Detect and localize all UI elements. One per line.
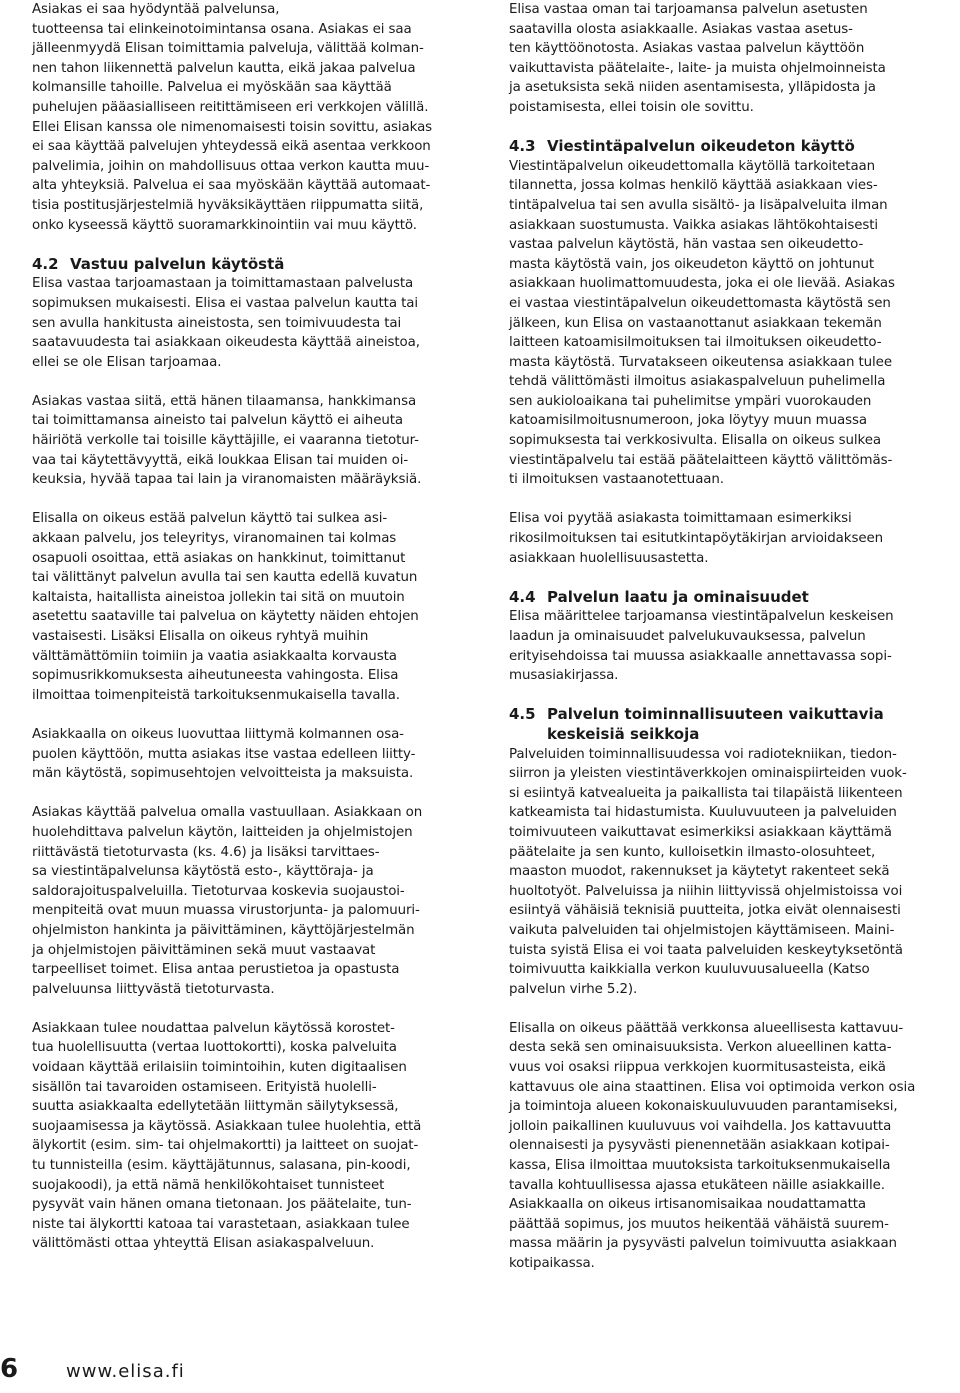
- text-line: kotipaikassa.: [509, 1256, 595, 1271]
- text-line: ten käyttöönotosta. Asiakas vastaa palvelun käyttöön: [509, 41, 865, 57]
- text-line: erityisehdoissa tai muussa asiakkaalle annettavassa sopi-: [509, 648, 892, 664]
- text-line: Elisa määrittelee tarjoamansa viestintäpalvelun keskeisen: [509, 609, 894, 625]
- text-line: sisällön tai tavaroiden ostamiseen. Erityistä huolelli-: [32, 1079, 377, 1095]
- text-line: Viestintäpalvelun oikeudettomalla käytöllä tarkoitetaan: [509, 158, 876, 174]
- body-paragraph: [509, 509, 954, 568]
- text-line: palveluunsa liittyvästä tietoturvasta.: [32, 981, 275, 997]
- text-line: viestintäpalvelu tai estää päätelaitteen käyttö välittömäs-: [509, 452, 893, 468]
- text-line: kattavuus ole aina staattinen. Elisa voi optimoida verkon osia: [509, 1079, 916, 1095]
- text-line: tehdä välittömästi ilmoitus asiakaspalveluun puhelimella: [509, 374, 886, 390]
- text-line: masta käytöstä vain, jos oikeudeton käyttö on johtunut: [509, 256, 875, 272]
- text-line: palvelimia, joihin on mahdollisuus ottaa verkon kautta muu-: [32, 158, 430, 174]
- text-line: ellei se ole Elisan tarjoamaa.: [32, 354, 222, 370]
- body-paragraph: [509, 0, 954, 118]
- text-line: vaikuta palveluiden tai ohjelmistojen käyttämiseen. Maini-: [509, 922, 895, 938]
- text-line: asiakkaan huolimattomuudesta, joka ei ole lievää. Asiakas: [509, 276, 895, 292]
- text-line: asetettu saataville tai palvelua on käytetty näiden ehtojen: [32, 609, 419, 625]
- section-heading: [509, 137, 954, 157]
- page-number: 6: [0, 1354, 19, 1384]
- text-line: nen tahon liikennettä palvelun kautta, eikä jakaa palvelua: [32, 60, 416, 76]
- text-line: musasiakirjassa.: [509, 668, 619, 684]
- text-line: män käytöstä, sopimusehtojen velvoitteista ja maksuista.: [32, 766, 414, 782]
- text-line: sopimuksesta tai verkkosivulta. Elisalla on oikeus sulkea: [509, 433, 881, 449]
- text-line: välittömästi ottaa yhteyttä Elisan asiakaspalveluun.: [32, 1236, 375, 1252]
- text-line: vastaisesti. Lisäksi Elisalla on oikeus ryhtyä muihin: [32, 629, 369, 644]
- section-title: Palvelun toiminnallisuuteen vaikuttavia: [547, 705, 884, 724]
- text-line: siirron ja yleisten viestintäverkkojen ominaispiirteiden vuok-: [509, 766, 907, 782]
- text-line: puhelujen pääasialliseen reitittämiseen eri verkkojen välillä.: [32, 99, 429, 115]
- text-line: tuotteensa tai elinkeinotoimintansa osana. Asiakas ei saa: [32, 21, 412, 37]
- text-line: onko kyseessä käyttö suoramarkkinointiin vai muu käyttö.: [32, 217, 417, 233]
- paragraph-spacer: [32, 372, 477, 392]
- text-line: välttämättömiin toimiin ja vaatia asiakkaalta korvausta: [32, 648, 397, 664]
- text-line: ja asetuksista sekä niiden asentamisesta, ylläpidosta ja: [509, 80, 876, 96]
- left-column: [32, 0, 477, 1254]
- text-line: Elisa voi pyytää asiakasta toimittamaan esimerkiksi: [509, 511, 852, 527]
- text-line: sen aukioloaikana tai puhelimitse ympäri vuorokauden: [509, 393, 872, 409]
- body-paragraph: [32, 274, 477, 372]
- text-line: maaston muodot, rakennukset ja käytetyt rakenteet sekä: [509, 864, 890, 880]
- text-line: ilmoittaa toimenpiteistä tarkoituksenmukaisella tavalla.: [32, 687, 400, 703]
- text-line: desta sekä sen ominaisuuksista. Verkon alueellinen katta-: [509, 1040, 892, 1056]
- right-column: [509, 0, 954, 1274]
- page-footer: [0, 1352, 960, 1393]
- text-line: vastaa palvelun käytöstä, hän vastaa sen oikeudetto-: [509, 237, 864, 253]
- text-line: Elisalla on oikeus estää palvelun käyttö tai sulkea asi-: [32, 511, 388, 527]
- text-line: ja toimintoja alueen kokonaiskuuluvuuden parantamiseksi,: [509, 1099, 898, 1115]
- text-line: Asiakas ei saa hyödyntää palvelunsa,: [32, 2, 280, 17]
- section-heading: [32, 255, 477, 275]
- text-line: asiakkaan suostumusta. Vaikka asiakas lähtökohtaisesti: [509, 217, 878, 233]
- text-line: älykortit (esim. sim- tai ohjelmakortti) ja laitteet on suojat-: [32, 1138, 419, 1154]
- text-line: vuus voi osaksi riippua verkkojen kuormitusasteista, eikä: [509, 1060, 886, 1076]
- text-line: poistamisesta, ellei toisin ole sovittu.: [509, 99, 754, 115]
- text-line: Asiakas käyttää palvelua omalla vastuullaan. Asiakkaan on: [32, 805, 423, 821]
- body-paragraph: [32, 392, 477, 490]
- text-line: päättää sopimus, jos muutos heikentää vähäistä suurem-: [509, 1216, 889, 1232]
- text-line: kaltaista, haitallista aineistoa jollekin tai sitä on muutoin: [32, 589, 405, 605]
- text-line: ohjelmiston hankinta ja päivittäminen, käyttöjärjestelmän: [32, 922, 415, 938]
- text-line: toimivuutta kaikkialla verkon kuuluvuusalueella (Katso: [509, 962, 870, 978]
- text-line: puolen käyttöön, mutta asiakas itse vastaa edelleen liitty-: [32, 746, 416, 762]
- text-line: laadun ja ominaisuudet palvelukuvauksessa, palvelun: [509, 629, 866, 644]
- text-line: Asiakkaan tulee noudattaa palvelun käytössä korostet-: [32, 1020, 395, 1036]
- body-paragraph: [509, 1019, 954, 1274]
- body-paragraph: [32, 725, 477, 784]
- text-line: tisia postitusjärjestelmiä hyväksikäyttäen riippumatta siitä,: [32, 197, 424, 213]
- text-line: massa määrin ja pysyvästi palvelun toimivuutta asiakkaan: [509, 1236, 897, 1252]
- section-title: Viestintäpalvelun oikeudeton käyttö: [547, 137, 855, 156]
- text-line: osapuoli osoittaa, että asiakas on hankkinut, toimittanut: [32, 550, 406, 566]
- text-line: saatavuudesta tai asiakkaan oikeudesta käyttää aineistoa,: [32, 335, 420, 351]
- text-line: huolehdittava palvelun käytön, laitteiden ja ohjelmistojen: [32, 824, 413, 840]
- paragraph-spacer: [509, 490, 954, 510]
- text-line: sa viestintäpalvelunsa käytöstä esto-, käyttöraja- ja: [32, 864, 374, 880]
- text-line: tarpeelliset toimet. Elisa antaa perustietoa ja opastusta: [32, 962, 400, 978]
- text-line: huoltotyöt. Palveluissa ja niihin liittyvissä ohjelmistoissa voi: [509, 883, 903, 899]
- body-paragraph: [32, 803, 477, 999]
- paragraph-spacer: [509, 118, 954, 138]
- text-line: ti ilmoituksen vastaanotettuaan.: [509, 472, 724, 488]
- text-line: rikosilmoituksen tai esitutkintapöytäkirjan arvioidakseen: [509, 531, 883, 547]
- text-line: tu tunnisteilla (esim. käyttäjätunnus, salasana, pin-koodi,: [32, 1158, 411, 1174]
- body-paragraph: [509, 607, 954, 685]
- text-line: voidaan käyttää erilaisiin toimintoihin, kuten digitaalisen: [32, 1060, 407, 1076]
- section-number: 4.5: [509, 705, 536, 724]
- text-line: jolloin paikallinen kuuluvuus voi vaihdella. Jos kattavuutta: [509, 1118, 892, 1134]
- text-line: Ellei Elisan kanssa ole nimenomaisesti toisin sovittu, asiakas: [32, 119, 433, 135]
- paragraph-spacer: [509, 686, 954, 706]
- text-line: tua huolellisuutta (vertaa luottokortti), koska palveluita: [32, 1040, 397, 1056]
- text-line: tai välittänyt palvelun avulla tai sen kautta edellä kuvatun: [32, 570, 418, 586]
- text-line: katkeamista tai hidastumista. Kuuluvuuteen ja palveluiden: [509, 805, 897, 821]
- text-line: laitteen katoamisilmoituksen tai ilmoituksen oikeudetto-: [509, 335, 882, 351]
- text-line: tilannetta, jossa kolmas henkilö käyttää asiakkaan vies-: [509, 178, 878, 194]
- text-line: si esiintyä katvealueita ja paikallista tai tilapäistä liikenteen: [509, 785, 903, 801]
- text-line: keuksia, hyvää tapaa tai lain ja viranomaisten määräyksiä.: [32, 472, 422, 488]
- section-number: 4.4: [509, 587, 536, 606]
- text-line: asiakkaan huolellisuusastetta.: [509, 550, 709, 566]
- text-line: riittävästä tietoturvasta (ks. 4.6) ja lisäksi tarvittaes-: [32, 844, 380, 860]
- text-line: ja ohjelmistojen päivittäminen sekä muut vastaavat: [32, 942, 376, 958]
- text-line: häiriötä verkolle tai toisille käyttäjille, ei vaaranna tietotur-: [32, 433, 419, 449]
- text-line: päätelaite ja sen kunto, kulloisetkin ilmasto-olosuhteet,: [509, 844, 876, 860]
- footer-url-link[interactable]: www.elisa.fi: [66, 1361, 185, 1382]
- text-line: saatavilla olosta asiakkaalle. Asiakas vastaa asetus-: [509, 21, 853, 37]
- section-title: keskeisiä seikkoja: [547, 724, 700, 743]
- text-line: Elisalla on oikeus päättää verkkonsa alueellisesta kattavuu-: [509, 1020, 904, 1036]
- text-line: alta yhteyksiä. Palvelua ei saa myöskään käyttää automaat-: [32, 178, 431, 194]
- text-line: esiintyä vähäisiä teknisiä puutteita, jotka eivät olennaisesti: [509, 903, 901, 919]
- text-line: palvelun virhe 5.2).: [509, 981, 638, 997]
- text-line: tuista syistä Elisa ei voi taata palveluiden keskeytyksetöntä: [509, 942, 903, 958]
- text-line: sopimusrikkomuksesta aiheutuneesta vahingosta. Elisa: [32, 668, 399, 684]
- text-line: kassa, Elisa ilmoittaa muutoksista tarkoituksenmukaisella: [509, 1158, 891, 1174]
- section-heading: [509, 705, 954, 744]
- text-line: sen avulla hankitusta aineistosta, sen toimivuudesta tai: [32, 315, 402, 331]
- paragraph-spacer: [32, 490, 477, 510]
- paragraph-spacer: [32, 784, 477, 804]
- text-line: tai toimittamansa aineisto tai palvelun käyttö ei aiheuta: [32, 413, 403, 429]
- text-line: Asiakkaalla on oikeus luovuttaa liittymä kolmannen osa-: [32, 726, 404, 742]
- text-line: menpiteitä ovat muun muassa virustorjunta- ja palomuuri-: [32, 903, 420, 919]
- text-line: jälleenmyydä Elisan toimittamia palveluja, välittää kolman-: [32, 41, 424, 57]
- text-line: ei vastaa viestintäpalvelun oikeudettomasta käytöstä sen: [509, 295, 891, 311]
- text-line: tavalla kohtuullisessa ajassa etukäteen näille asiakkaille.: [509, 1177, 885, 1193]
- body-paragraph: [32, 1019, 477, 1254]
- text-line: masta käytöstä. Turvatakseen oikeutensa asiakkaan tulee: [509, 354, 892, 370]
- body-paragraph: [32, 0, 477, 235]
- paragraph-spacer: [509, 568, 954, 588]
- section-heading: [509, 588, 954, 608]
- paragraph-spacer: [509, 999, 954, 1019]
- text-line: Elisa vastaa tarjoamastaan ja toimittamastaan palvelusta: [32, 276, 414, 292]
- text-line: vaikuttavista päätelaite-, laite- ja muista ohjelmoinneista: [509, 60, 886, 76]
- text-line: tintäpalvelua tai sen avulla sisältö- ja lisäpalveluita ilman: [509, 197, 888, 213]
- section-title: Vastuu palvelun käytöstä: [70, 254, 285, 273]
- body-paragraph: [509, 745, 954, 1000]
- body-paragraph: [32, 509, 477, 705]
- text-line: Elisa vastaa oman tai tarjoamansa palvelun asetusten: [509, 2, 868, 17]
- text-line: vaa tai käytettävyyttä, eikä loukkaa Elisan tai muiden oi-: [32, 452, 409, 468]
- text-line: olennaisesti ja pysyvästi pienennetään asiakkaan kotipai-: [509, 1138, 890, 1154]
- text-line: toimivuuteen vaikuttavat esimerkiksi asiakkaan käyttämä: [509, 824, 892, 840]
- section-number: 4.3: [509, 137, 536, 156]
- text-line: saldorajoituspalveluilla. Tietoturvaa koskevia suojaustoi-: [32, 883, 405, 899]
- text-line: jälkeen, kun Elisa on vastaanottanut asiakkaan tekemän: [509, 315, 882, 331]
- text-line: Palveluiden toiminnallisuudessa voi radiotekniikan, tiedon-: [509, 746, 897, 762]
- text-line: niste tai älykortti katoaa tai varastetaan, asiakkaan tulee: [32, 1216, 410, 1232]
- body-paragraph: [509, 157, 954, 490]
- paragraph-spacer: [32, 235, 477, 255]
- text-line: Asiakas vastaa siitä, että hänen tilaamansa, hankkimansa: [32, 393, 417, 409]
- text-line: suojakoodi), ja että nämä henkilökohtaiset tunnisteet: [32, 1177, 385, 1193]
- text-line: ei saa käyttää palvelujen yhteydessä eikä asentaa verkkoon: [32, 139, 431, 155]
- text-line: pysyvät vain hänen omana tietonaan. Jos päätelaite, tun-: [32, 1197, 412, 1213]
- text-line: akkaan palvelu, jos teleyritys, viranomainen tai kolmas: [32, 531, 397, 547]
- text-line: suojaamisessa ja käytössä. Asiakkaan tulee huolehtia, että: [32, 1118, 422, 1134]
- text-line: kolmansille tahoille. Palvelua ei myöskään saa käyttää: [32, 80, 392, 96]
- text-line: sopimuksen mukaisesti. Elisa ei vastaa palvelun kautta tai: [32, 295, 418, 311]
- paragraph-spacer: [32, 999, 477, 1019]
- section-title: Palvelun laatu ja ominaisuudet: [547, 587, 809, 606]
- text-line: Asiakkaalla on oikeus irtisanomisaikaa noudattamatta: [509, 1197, 866, 1213]
- section-number: 4.2: [32, 254, 59, 273]
- text-line: katoamisilmoitusnumeroon, joka löytyy muun muassa: [509, 413, 867, 429]
- paragraph-spacer: [32, 705, 477, 725]
- text-line: suutta asiakkaalta edellytetään liittymän säilytyksessä,: [32, 1099, 399, 1115]
